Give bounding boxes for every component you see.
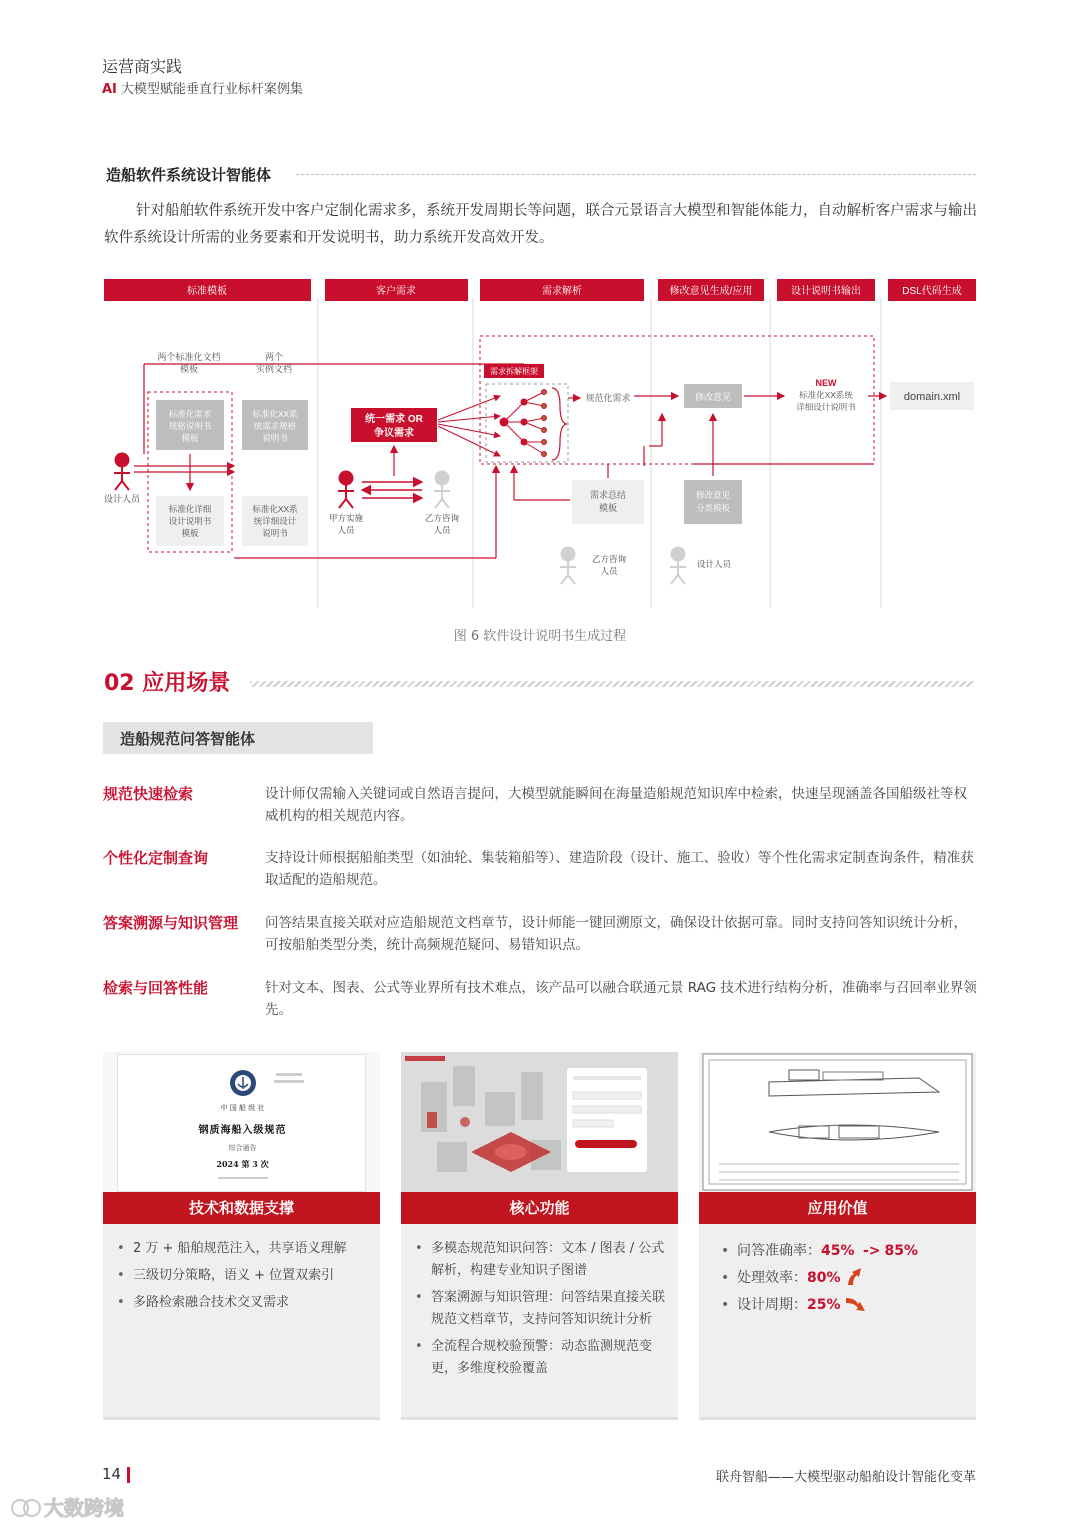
list-item: • 2 万 + 船舶规范注入，共享语义理解 xyxy=(117,1238,369,1260)
list-item: • 答案溯源与知识管理：问答结果直接关联规范文档章节，支持问答知识统计分析 xyxy=(415,1287,667,1331)
value-label: 处理效率： xyxy=(737,1270,807,1286)
col-header-standard-template: 标准模板 xyxy=(187,286,227,297)
section-divider xyxy=(296,174,976,175)
value-accuracy xyxy=(721,1238,973,1265)
value-cycle xyxy=(721,1292,973,1319)
value-number: 45% xyxy=(821,1243,855,1259)
party-b-person-icon xyxy=(434,471,450,508)
platform-illustration-image xyxy=(401,1052,678,1192)
designer-label: 设计人员 xyxy=(104,494,141,504)
footer-title: 联舟智船——大模型驱动船舶设计智能化变革 xyxy=(715,1470,976,1485)
feature-text: 针对文本、图表、公式等业界所有技术难点，该产品可以融合联通元景 RAG 技术进行结构分析，准确率与召回率业界领先。 xyxy=(265,980,977,1018)
rules-document-image xyxy=(103,1052,380,1192)
trend-up-arrow-icon xyxy=(845,1266,863,1286)
feature-text: 问答结果直接关联对应造船规范文档章节，设计师能一键回溯原文，确保设计依据可靠。同时支持问答知识统计分析，可按船舶类型分类，统计高频规范疑问、易错知识点。 xyxy=(265,915,967,953)
mod-class-box: 修改意见分类模板 xyxy=(695,490,731,513)
col-header-dsl-generation: DSL代码生成 xyxy=(902,286,962,297)
section-02-title: 02 应用场景 xyxy=(104,671,231,696)
value-label: 设计周期： xyxy=(737,1297,807,1313)
list-item: • 全流程合规校验预警：动态监测规范变更，多维度校验覆盖 xyxy=(415,1336,667,1380)
watermark-text: 大数跨境 xyxy=(44,1496,124,1520)
column-headers xyxy=(104,279,976,301)
card-title: 应用价值 xyxy=(699,1192,976,1224)
std-req-tmpl-box: 标准化需求规格说明书模板 xyxy=(168,409,212,443)
card-application-value xyxy=(699,1052,976,1420)
designer2-person-icon xyxy=(670,547,686,584)
value-efficiency xyxy=(721,1265,973,1292)
col-header-spec-output: 设计说明书输出 xyxy=(791,286,861,297)
party-a-person-icon xyxy=(338,471,354,508)
unify-to-tree-arrows xyxy=(438,396,500,456)
norm-req-label: 规范化需求 xyxy=(585,393,631,403)
intro-paragraph: 针对船舶软件系统开发中客户定制化需求多，系统开发周期长等问题，联合元景语言大模型和智能体能力，自动解析客户需求与输出软件系统设计所需的业务要素和开发说明书，助力系统开发高效开发。 xyxy=(104,203,977,246)
new-doc-label: 标准化XX系统详细设计说明书 xyxy=(796,390,856,412)
unify-requirement-box: 统一需求 OR 争议需求 xyxy=(365,414,423,439)
decompose-label: 需求拆解框架 xyxy=(490,367,538,376)
std-detail-tmpl-box: 标准化详细设计说明书模板 xyxy=(168,504,212,538)
value-number: 25% xyxy=(807,1297,841,1313)
example-docs-label: 两个实例文档 xyxy=(255,352,293,374)
col-header-customer-requirement: 客户需求 xyxy=(376,286,416,297)
card-tech-data xyxy=(103,1052,380,1420)
feature-label: 答案溯源与知识管理 xyxy=(103,914,239,932)
col-header-modification: 修改意见生成/应用 xyxy=(669,286,753,297)
value-label: 问答准确率： xyxy=(737,1243,821,1259)
list-item: • 多路检索融合技术交叉需求 xyxy=(117,1292,369,1314)
decompose-tree-icon xyxy=(500,390,547,457)
list-item: • 三级切分策略，语义 + 位置双索引 xyxy=(117,1265,369,1287)
doc-org-name: 中 国 船 级 社 xyxy=(220,1104,265,1112)
doc-subtitle: 综合通告 xyxy=(228,1144,257,1152)
header-subtitle-text: 大模型赋能垂直行业标杆案例集 xyxy=(120,82,303,97)
page-number: 14 xyxy=(102,1465,122,1483)
footer-divider xyxy=(127,1467,130,1483)
figure-caption: 图 6 软件设计说明书生成过程 xyxy=(453,629,627,644)
feature-text: 设计师仅需输入关键词或自然语言提问，大模型就能瞬间在海量造船规范知识库中检索，快速呈现涵盖各国船级社等权威机构的相关规范内容。 xyxy=(265,786,967,824)
watermark-logo xyxy=(10,1492,124,1521)
list-item: • 多模态规范知识问答：文本 / 图表 / 公式解析，构建专业知识子图谱 xyxy=(415,1238,667,1282)
req-summary-box: 需求总结模板 xyxy=(589,490,627,513)
doc-title: 钢质海船入级规范 xyxy=(198,1125,287,1136)
domain-xml-box: domain.xml xyxy=(903,391,961,403)
party-a-b-arrows xyxy=(362,482,422,498)
xx-req-box: 标准化XX系统需求规格说明书 xyxy=(252,409,298,443)
flow-diagram xyxy=(104,276,976,610)
doc-year: 2024 第 3 次 xyxy=(216,1159,269,1169)
new-badge: NEW xyxy=(815,378,837,388)
party-b2-label: 乙方咨询人员 xyxy=(591,554,627,576)
value-number: 80% xyxy=(807,1270,841,1286)
mod-opinion-box: 修改意见 xyxy=(694,392,732,402)
card-title: 技术和数据支撑 xyxy=(103,1192,380,1224)
party-b2-person-icon xyxy=(560,547,576,584)
feature-text: 支持设计师根据船舶类型（如油轮、集装箱船等）、建造阶段（设计、施工、验收）等个性化需求定制查询条件，精准获取适配的造船规范。 xyxy=(265,850,974,888)
feature-label: 检索与回答性能 xyxy=(103,979,209,997)
party-a-label: 甲方实施人员 xyxy=(328,513,364,535)
value-number-after: 85% xyxy=(884,1243,919,1259)
feature-label: 规范快速检索 xyxy=(103,785,194,803)
section-02-stripe xyxy=(250,681,974,687)
designer2-label: 设计人员 xyxy=(696,559,732,569)
header-subtitle xyxy=(102,78,303,97)
card-core-function xyxy=(401,1052,678,1420)
subsection-heading: 造船规范问答智能体 xyxy=(103,722,373,754)
header-category: 运营商实践 xyxy=(102,57,183,76)
trend-down-arrow-icon xyxy=(845,1295,867,1313)
party-b-label: 乙方咨询人员 xyxy=(424,513,460,535)
ship-drawing-image xyxy=(699,1052,976,1192)
header-ai-label: AI xyxy=(102,82,117,97)
card-title: 核心功能 xyxy=(401,1192,678,1224)
value-arrow-text: -> xyxy=(862,1243,881,1259)
col-header-requirement-analysis: 需求解析 xyxy=(542,286,582,297)
section-title: 造船软件系统设计智能体 xyxy=(106,166,272,184)
watermark-icon xyxy=(10,1497,44,1519)
designer-person-icon xyxy=(114,453,130,490)
tmpl-docs-label: 两个标准化文档模板 xyxy=(157,352,221,374)
xx-design-box: 标准化XX系统详细设计说明书 xyxy=(252,504,298,538)
feature-label: 个性化定制查询 xyxy=(103,849,209,867)
